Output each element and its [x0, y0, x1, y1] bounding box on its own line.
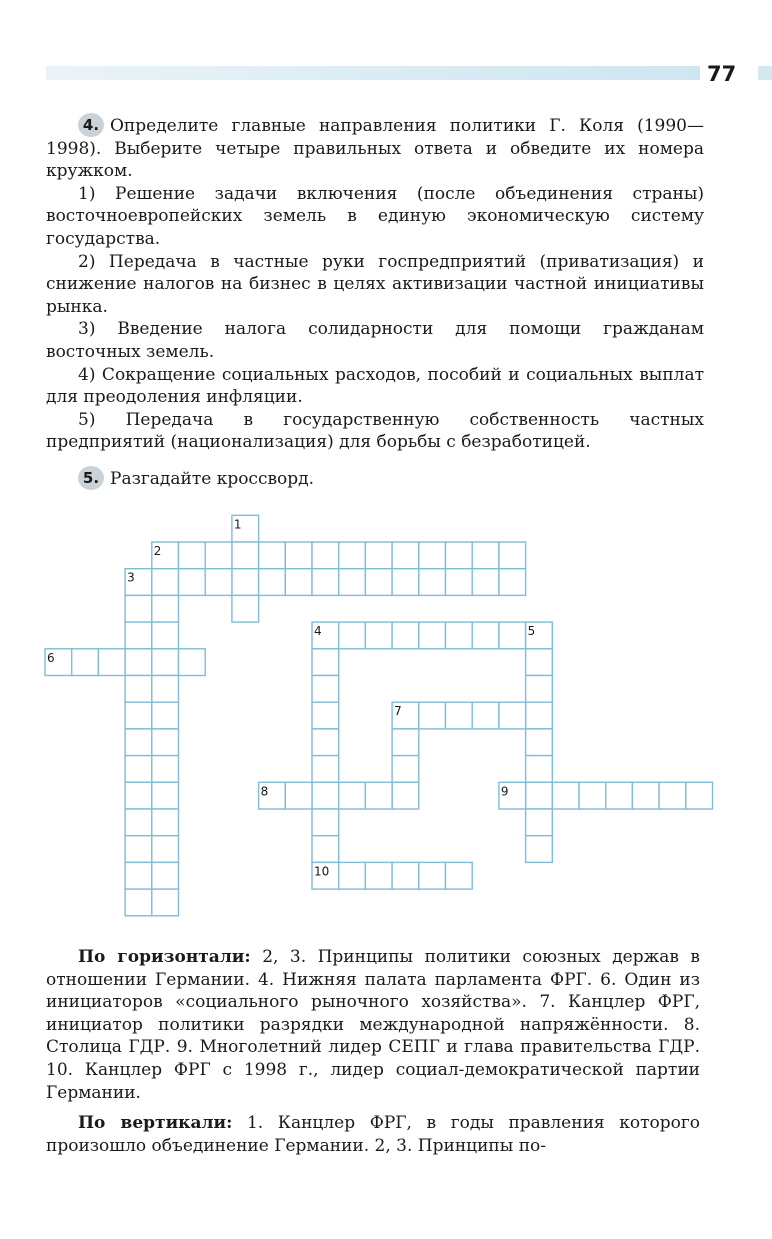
- crossword-number: 9: [500, 784, 509, 799]
- crossword-cell: [339, 622, 366, 649]
- crossword-cell: [259, 569, 286, 596]
- clues-across-heading: По горизонтали:: [78, 947, 251, 967]
- task-4-option-5: 5) Передача в государственную собственность частных предприятий (национализация) для борьбы с безработицей.: [46, 409, 704, 453]
- crossword-cell: [312, 569, 339, 596]
- crossword-cell: [232, 569, 259, 596]
- crossword-cell: [579, 782, 606, 809]
- crossword-cell: [392, 862, 419, 889]
- crossword-cell: [152, 836, 179, 863]
- crossword-cell: [98, 649, 125, 676]
- crossword-cell: [392, 782, 419, 809]
- crossword-cell: [419, 622, 446, 649]
- crossword-cell: [152, 595, 179, 622]
- crossword-cell: [285, 569, 312, 596]
- clues-down-heading: По вертикали:: [78, 1113, 233, 1134]
- crossword-cell: [526, 809, 553, 836]
- crossword-cell: [259, 542, 286, 569]
- crossword-cell: [285, 542, 312, 569]
- crossword-cell: [179, 649, 206, 676]
- crossword-cell: [526, 836, 553, 863]
- crossword-cell: [632, 782, 659, 809]
- crossword-cell: [392, 729, 419, 756]
- crossword-cell: [125, 649, 152, 676]
- crossword-number: 7: [394, 704, 402, 719]
- crossword-cell: [285, 782, 312, 809]
- crossword-cell: [419, 569, 446, 596]
- crossword-cell: [446, 622, 473, 649]
- crossword-cell: [152, 729, 179, 756]
- crossword-cell: [125, 702, 152, 729]
- crossword-cell: [419, 542, 446, 569]
- crossword-cell: [312, 836, 339, 863]
- crossword-cell: [312, 702, 339, 729]
- crossword-cell: [152, 809, 179, 836]
- crossword-cell: [552, 782, 579, 809]
- crossword-number: 3: [127, 570, 135, 585]
- crossword-number: 6: [47, 650, 55, 665]
- crossword-cell: [686, 782, 713, 809]
- crossword-cell: [526, 782, 553, 809]
- crossword-cell: [526, 676, 553, 703]
- crossword-cell: [526, 702, 553, 729]
- crossword-cell: [125, 889, 152, 916]
- crossword-number: 5: [527, 624, 536, 639]
- crossword-cell: [152, 649, 179, 676]
- crossword-cell: [472, 569, 499, 596]
- crossword-cell: [312, 542, 339, 569]
- crossword-cell: [419, 862, 446, 889]
- task-4-option-1: 1) Решение задачи включения (после объединения страны) восточноевропейских земель в единую экономическую систему государства.: [46, 183, 704, 249]
- crossword-cell: [205, 542, 232, 569]
- clues-down-text: 1. Канцлер ФРГ, в годы правления которого произошло объединение Германии. 2, 3. Принципы по-: [46, 1113, 700, 1156]
- crossword-number: 4: [314, 624, 322, 639]
- clues: [46, 946, 700, 1165]
- crossword-cell: [72, 649, 99, 676]
- crossword-cell: [312, 782, 339, 809]
- crossword-cell: [152, 756, 179, 783]
- crossword-number: 8: [260, 784, 269, 799]
- crossword-number: 1: [233, 517, 242, 532]
- crossword-cell: [365, 782, 392, 809]
- crossword-cell: [472, 702, 499, 729]
- crossword-cell: [606, 782, 633, 809]
- crossword-cell: [152, 569, 179, 596]
- crossword-cell: [499, 569, 526, 596]
- crossword-cell: [125, 595, 152, 622]
- crossword-cell: [232, 542, 259, 569]
- crossword-cell: [392, 756, 419, 783]
- crossword-cell: [365, 622, 392, 649]
- crossword-cell: [499, 702, 526, 729]
- crossword-cell: [392, 542, 419, 569]
- crossword-cell: [312, 676, 339, 703]
- task-5-text: Разгадайте кроссворд.: [110, 469, 315, 489]
- crossword-cell: [339, 782, 366, 809]
- crossword-cell: [365, 542, 392, 569]
- crossword-cell: [419, 702, 446, 729]
- crossword-cell: [152, 862, 179, 889]
- clues-across-text: 2, 3. Принципы политики союзных держав в отношении Германии. 4. Нижняя палата парламента ФРГ. 6. Один из инициаторов «социального рыночного хозяйства». 7. Канцлер ФРГ, инициатор политики разрядки международной напряжённости. 8. Столица ГДР. 9. Многолетний лидер СЕПГ и глава правительства ГДР. 10. Канцлер ФРГ с 1998 г., лидер социал-демократической партии Германии.: [46, 947, 700, 1103]
- crossword-cell: [179, 542, 206, 569]
- crossword-cell: [526, 729, 553, 756]
- crossword-cell: [125, 729, 152, 756]
- crossword-cell: [152, 889, 179, 916]
- crossword-cell: [125, 676, 152, 703]
- crossword-cell: [392, 622, 419, 649]
- crossword-cell: [125, 756, 152, 783]
- crossword-cell: [205, 569, 232, 596]
- crossword-cell: [472, 622, 499, 649]
- crossword-cell: [312, 649, 339, 676]
- crossword-cell: [365, 569, 392, 596]
- task-4-option-4: 4) Сокращение социальных расходов, пособий и социальных выплат для преодоления инфляции.: [46, 364, 704, 408]
- crossword-cell: [339, 569, 366, 596]
- crossword-cell: [152, 702, 179, 729]
- clues-down: [46, 1112, 700, 1157]
- crossword-cell: [152, 782, 179, 809]
- page-number: 77: [707, 62, 737, 86]
- crossword-cell: [499, 542, 526, 569]
- crossword-cell: [179, 569, 206, 596]
- crossword-number: 2: [153, 544, 162, 558]
- crossword-cell: [125, 836, 152, 863]
- task-4-intro-text: Определите главные направления политики Г. Коля (1990—1998). Выберите четыре правильных ответа и обведите их номера кружком.: [46, 116, 704, 182]
- task-4-option-2: 2) Передача в частные руки госпредприятий (приватизация) и снижение налогов на бизнес в целях активизации частной инициативы рынка.: [46, 251, 704, 317]
- crossword-cell: [125, 862, 152, 889]
- crossword-cell: [125, 782, 152, 809]
- crossword-cell: [152, 622, 179, 649]
- crossword-cell: [526, 756, 553, 783]
- crossword-cell: [472, 542, 499, 569]
- crossword-cell: [125, 622, 152, 649]
- crossword-cell: [446, 569, 473, 596]
- crossword-cell: [446, 702, 473, 729]
- crossword-cell: [312, 809, 339, 836]
- crossword-number: 10: [314, 864, 330, 879]
- crossword-cell: [659, 782, 686, 809]
- crossword-cell: [152, 676, 179, 703]
- task-5-badge: 5.: [78, 466, 104, 490]
- task-4-badge: 4.: [78, 113, 104, 137]
- crossword-cell: [526, 649, 553, 676]
- crossword-cell: [446, 542, 473, 569]
- crossword-cell: [232, 595, 259, 622]
- crossword-cell: [312, 729, 339, 756]
- crossword-cell: [392, 569, 419, 596]
- task-4-option-3: 3) Введение налога солидарности для помощи гражданам восточных земель.: [46, 319, 704, 362]
- clues-across: [46, 946, 700, 1104]
- crossword-cell: [339, 862, 366, 889]
- crossword-cell: [365, 862, 392, 889]
- crossword-cell: [125, 809, 152, 836]
- crossword-cell: [339, 542, 366, 569]
- crossword-cell: [446, 862, 473, 889]
- crossword-cell: [499, 622, 526, 649]
- crossword-cell: [312, 756, 339, 783]
